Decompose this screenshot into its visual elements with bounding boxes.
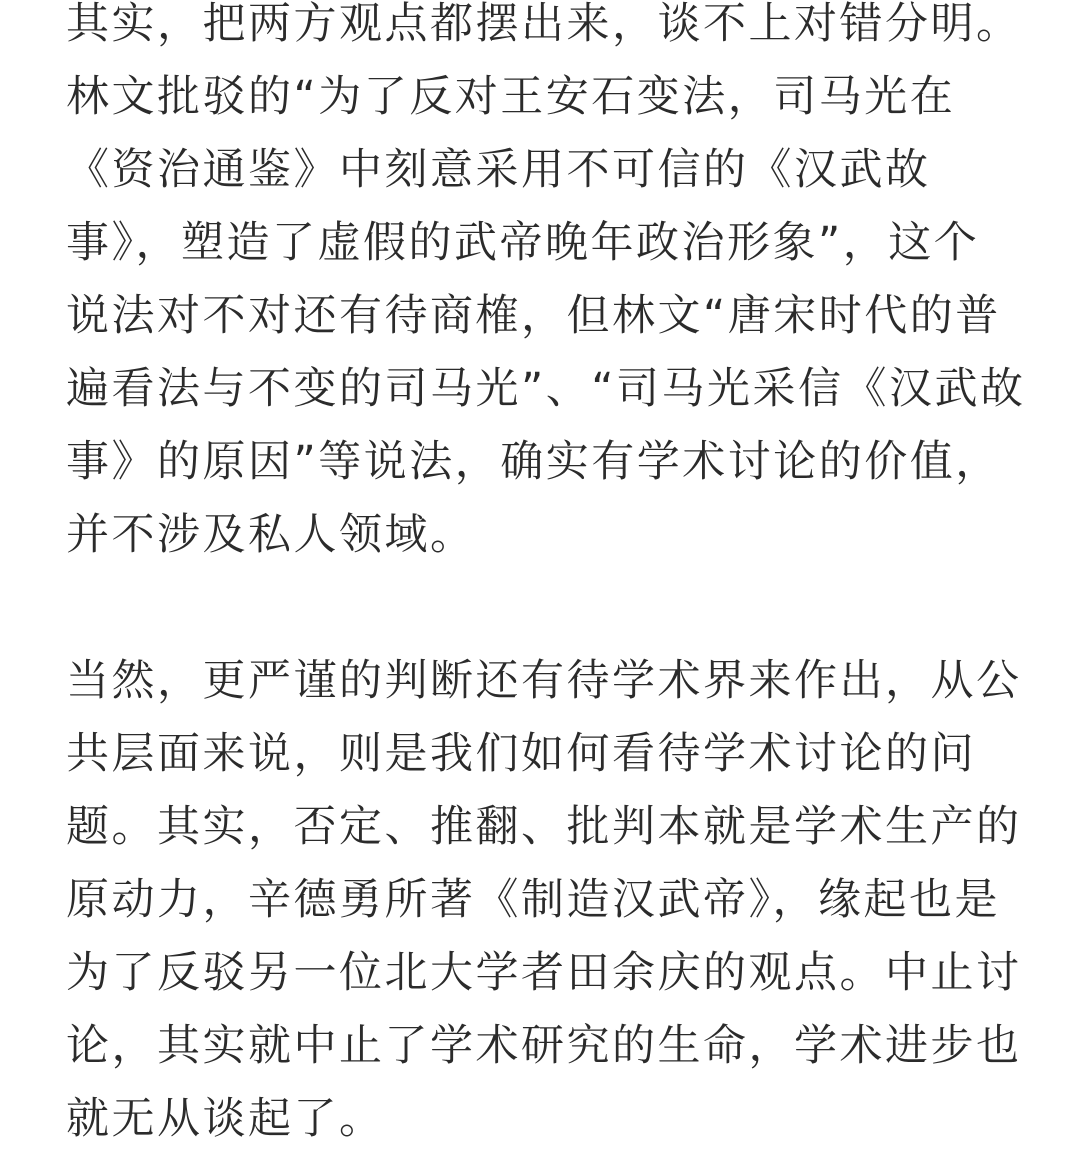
text-line: 当然，更严谨的判断还有待学术界来作出，从公 (66, 656, 1022, 706)
text-line: 事》，塑造了虚假的武帝晚年政治形象”，这个 (66, 218, 980, 268)
text-line: 原动力，辛德勇所著《制造汉武帝》，缘起也是 (66, 875, 1000, 925)
text-line: 题。其实，否定、推翻、批判本就是学术生产的 (66, 802, 1022, 852)
text-line: 事》的原因”等说法，确实有学术讨论的价值， (66, 437, 1001, 487)
text-line: 为了反驳另一位北大学者田余庆的观点。中止讨 (66, 948, 1022, 998)
text-line: 共层面来说，则是我们如何看待学术讨论的问 (66, 729, 976, 779)
text-line: 《资治通鉴》中刻意采用不可信的《汉武故 (66, 145, 931, 195)
text-line: 论，其实就中止了学术研究的生命，学术进步也 (66, 1021, 1022, 1071)
text-line: 林文批驳的“为了反对王安石变法，司马光在 (66, 72, 956, 122)
text-line: 遍看法与不变的司马光”、“司马光采信《汉武故 (66, 364, 1026, 414)
text-line: 说法对不对还有待商榷，但林文“唐宋时代的普 (66, 291, 1001, 341)
text-line: 就无从谈起了。 (66, 1094, 385, 1144)
text-line: 其实，把两方观点都摆出来，谈不上对错分明。 (66, 0, 1022, 49)
text-line: 并不涉及私人领域。 (66, 510, 476, 560)
